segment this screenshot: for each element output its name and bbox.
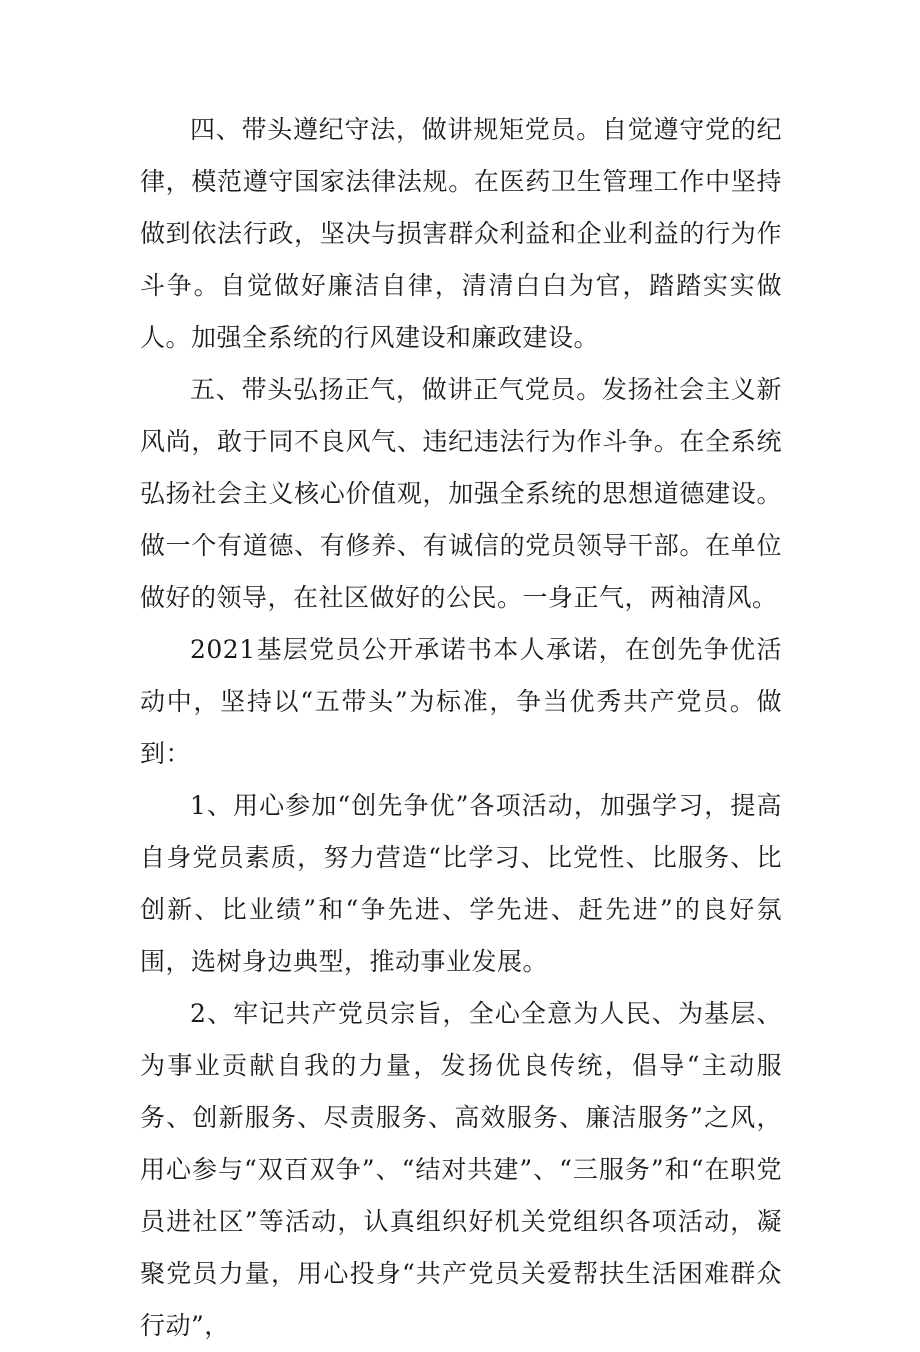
- paragraph-five-integrity: 五、带头弘扬正气，做讲正气党员。发扬社会主义新风尚，敢于同不良风气、违纪违法行为作斗争。在全系统弘扬社会主义核心价值观，加强全系统的思想道德建设。做一个有道德、有修养、有诚信的党员领导干部。在单位做好的领导，在社区做好的公民。一身正气，两袖清风。: [140, 375, 782, 612]
- paragraph-pledge-item-2: 2、牢记共产党员宗旨，全心全意为人民、为基层、为事业贡献自我的力量，发扬优良传统，倡导“主动服务、创新服务、尽责服务、高效服务、廉洁服务”之风，用心参与“双百双争”、“结对共建”、“三服务”和“在职党员进社区”等活动，认真组织好机关党组织各项活动，凝聚党员力量，用心投身“共产党员关爱帮扶生活困难群众行动”，: [140, 999, 782, 1340]
- document-body: [140, 104, 782, 1352]
- paragraph-pledge-intro: 2021基层党员公开承诺书本人承诺，在创先争优活动中，坚持以“五带头”为标准，争当优秀共产党员。做到：: [140, 635, 782, 768]
- paragraph-four-rule-of-law: 四、带头遵纪守法，做讲规矩党员。自觉遵守党的纪律，模范遵守国家法律法规。在医药卫生管理工作中坚持做到依法行政，坚决与损害群众利益和企业利益的行为作斗争。自觉做好廉洁自律，清清白白为官，踏踏实实做人。加强全系统的行风建设和廉政建设。: [140, 115, 782, 352]
- paragraph-pledge-item-1: 1、用心参加“创先争优”各项活动，加强学习，提高自身党员素质，努力营造“比学习、比党性、比服务、比创新、比业绩”和“争先进、学先进、赶先进”的良好氛围，选树身边典型，推动事业发展。: [140, 791, 782, 976]
